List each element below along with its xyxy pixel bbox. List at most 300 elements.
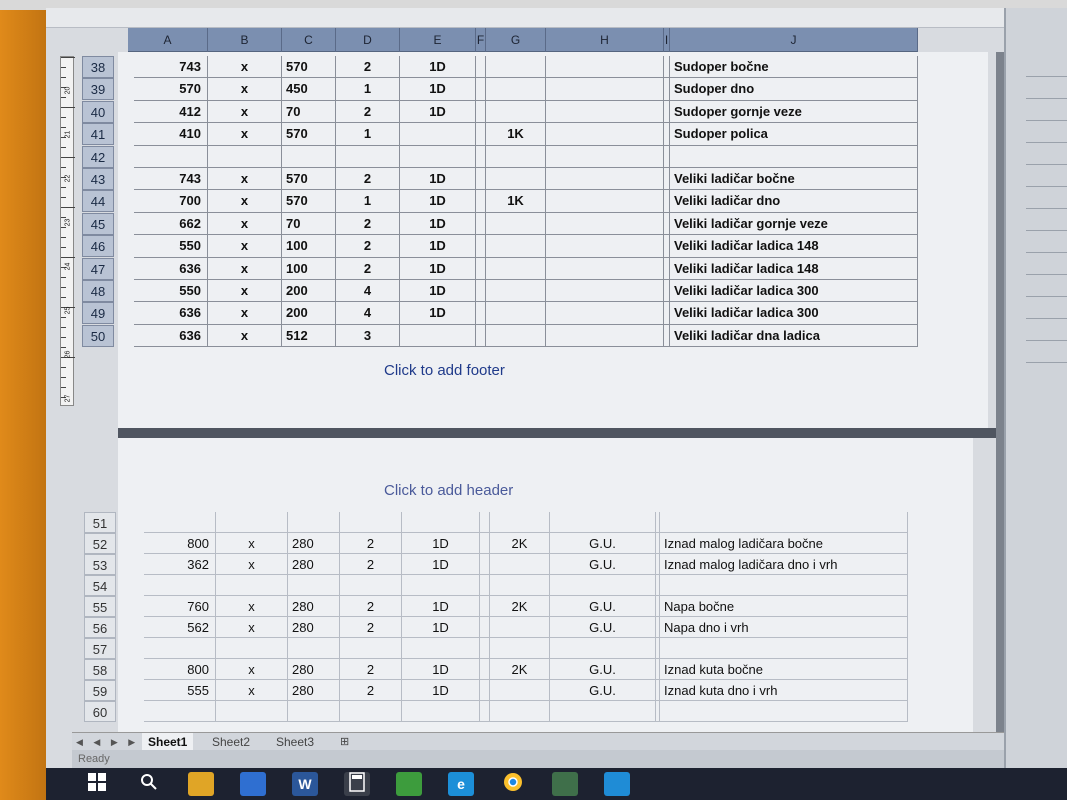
cell-a54[interactable] <box>144 575 216 596</box>
cell-j39[interactable]: Sudoper dno <box>670 78 918 100</box>
excel-window <box>46 8 1067 768</box>
ruler-label: 20 <box>64 86 72 95</box>
cell-f60[interactable] <box>480 701 490 722</box>
cell-g39[interactable] <box>486 78 546 100</box>
ruler-tick <box>61 337 66 338</box>
tab-sheet3[interactable]: Sheet3 <box>276 735 315 749</box>
cell-h48[interactable] <box>546 280 664 302</box>
sheet-nav-arrows-icon[interactable]: ◀ ◀ ▶ ▶ <box>76 737 140 747</box>
cell-g55[interactable]: 2K <box>490 596 550 617</box>
cell-d42[interactable] <box>336 146 400 168</box>
cell-h49[interactable] <box>546 302 664 324</box>
cell-e43[interactable]: 1D <box>400 168 476 190</box>
cell-h45[interactable] <box>546 213 664 235</box>
cell-j46[interactable]: Veliki ladičar ladica 148 <box>670 235 918 257</box>
cell-a39[interactable]: 570 <box>134 78 208 100</box>
cell-b47[interactable]: x <box>208 258 282 280</box>
cell-d55[interactable]: 2 <box>340 596 402 617</box>
row-number-54[interactable]: 54 <box>84 575 116 596</box>
cell-g38[interactable] <box>486 56 546 78</box>
row-number-58[interactable]: 58 <box>84 659 116 680</box>
preview-gridline <box>1026 318 1067 319</box>
cell-j43[interactable]: Veliki ladičar bočne <box>670 168 918 190</box>
cell-c59[interactable]: 280 <box>288 680 340 701</box>
cell-d38[interactable]: 2 <box>336 56 400 78</box>
cell-a40[interactable]: 412 <box>134 101 208 123</box>
row-number-60[interactable]: 60 <box>84 701 116 722</box>
cell-e49[interactable]: 1D <box>400 302 476 324</box>
cell-c45[interactable]: 70 <box>282 213 336 235</box>
cell-a45[interactable]: 662 <box>134 213 208 235</box>
ruler-tick <box>61 277 66 278</box>
cell-b45[interactable]: x <box>208 213 282 235</box>
column-header-d[interactable]: D <box>336 28 400 52</box>
column-header-i[interactable]: I <box>664 28 670 52</box>
cell-b44[interactable]: x <box>208 190 282 212</box>
ruler-tick <box>61 167 66 168</box>
page-divider <box>996 52 1004 752</box>
cell-b42[interactable] <box>208 146 282 168</box>
cell-a50[interactable]: 636 <box>134 325 208 347</box>
cell-b40[interactable]: x <box>208 101 282 123</box>
cell-j44[interactable]: Veliki ladičar dno <box>670 190 918 212</box>
cell-a38[interactable]: 743 <box>134 56 208 78</box>
cell-e48[interactable]: 1D <box>400 280 476 302</box>
cell-h54[interactable] <box>550 575 656 596</box>
row-number-44[interactable]: 44 <box>82 190 114 212</box>
monitor-bezel <box>0 0 46 800</box>
cell-c38[interactable]: 570 <box>282 56 336 78</box>
row-number-41[interactable]: 41 <box>82 123 114 145</box>
cell-b51[interactable] <box>216 512 288 533</box>
cell-d52[interactable]: 2 <box>340 533 402 554</box>
cell-e60[interactable] <box>402 701 480 722</box>
cell-d59[interactable]: 2 <box>340 680 402 701</box>
cell-e42[interactable] <box>400 146 476 168</box>
row-number-52[interactable]: 52 <box>84 533 116 554</box>
preview-gridline <box>1026 98 1067 99</box>
cell-c49[interactable]: 200 <box>282 302 336 324</box>
ruler-tick <box>61 117 66 118</box>
cell-c52[interactable]: 280 <box>288 533 340 554</box>
cell-g54[interactable] <box>490 575 550 596</box>
cell-g43[interactable] <box>486 168 546 190</box>
cell-a46[interactable]: 550 <box>134 235 208 257</box>
preview-gridline <box>1026 76 1067 77</box>
add-footer-hint[interactable]: Click to add footer <box>384 362 505 379</box>
cell-b54[interactable] <box>216 575 288 596</box>
cell-f43[interactable] <box>476 168 486 190</box>
cell-b49[interactable]: x <box>208 302 282 324</box>
cell-b50[interactable]: x <box>208 325 282 347</box>
cell-j51[interactable] <box>660 512 908 533</box>
cell-j52[interactable]: Iznad malog ladičara bočne <box>660 533 908 554</box>
cell-j41[interactable]: Sudoper polica <box>670 123 918 145</box>
cell-b56[interactable]: x <box>216 617 288 638</box>
adjacent-page-preview <box>1004 8 1067 768</box>
cell-d49[interactable]: 4 <box>336 302 400 324</box>
cell-j53[interactable]: Iznad malog ladičara dno i vrh <box>660 554 908 575</box>
column-header-a[interactable]: A <box>128 28 208 52</box>
cell-b39[interactable]: x <box>208 78 282 100</box>
cell-d40[interactable]: 2 <box>336 101 400 123</box>
cell-c44[interactable]: 570 <box>282 190 336 212</box>
ruler-tick <box>61 187 66 188</box>
ruler-tick <box>61 317 66 318</box>
cell-a56[interactable]: 562 <box>144 617 216 638</box>
cell-b41[interactable]: x <box>208 123 282 145</box>
cell-a42[interactable] <box>134 146 208 168</box>
cell-b53[interactable]: x <box>216 554 288 575</box>
cell-c42[interactable] <box>282 146 336 168</box>
cell-f38[interactable] <box>476 56 486 78</box>
cell-g49[interactable] <box>486 302 546 324</box>
cell-a43[interactable]: 743 <box>134 168 208 190</box>
cell-f59[interactable] <box>480 680 490 701</box>
cell-d60[interactable] <box>340 701 402 722</box>
cell-e44[interactable]: 1D <box>400 190 476 212</box>
cell-c43[interactable]: 570 <box>282 168 336 190</box>
cell-j40[interactable]: Sudoper gornje veze <box>670 101 918 123</box>
preview-gridline <box>1026 186 1067 187</box>
cell-e41[interactable] <box>400 123 476 145</box>
column-header-e[interactable]: E <box>400 28 476 52</box>
ruler-tick <box>61 147 66 148</box>
cell-g40[interactable] <box>486 101 546 123</box>
cell-a58[interactable]: 800 <box>144 659 216 680</box>
cell-f40[interactable] <box>476 101 486 123</box>
cell-g52[interactable]: 2K <box>490 533 550 554</box>
preview-gridline <box>1026 252 1067 253</box>
cell-a53[interactable]: 362 <box>144 554 216 575</box>
cell-a59[interactable]: 555 <box>144 680 216 701</box>
cell-j42[interactable] <box>670 146 918 168</box>
cell-c58[interactable]: 280 <box>288 659 340 680</box>
cell-g60[interactable] <box>490 701 550 722</box>
cell-d43[interactable]: 2 <box>336 168 400 190</box>
cell-e54[interactable] <box>402 575 480 596</box>
cell-j59[interactable]: Iznad kuta dno i vrh <box>660 680 908 701</box>
row-number-53[interactable]: 53 <box>84 554 116 575</box>
word-icon[interactable]: W <box>292 772 318 796</box>
cell-j45[interactable]: Veliki ladičar gornje veze <box>670 213 918 235</box>
cell-f44[interactable] <box>476 190 486 212</box>
cell-e40[interactable]: 1D <box>400 101 476 123</box>
cell-j50[interactable]: Veliki ladičar dna ladica <box>670 325 918 347</box>
cell-d44[interactable]: 1 <box>336 190 400 212</box>
cell-f47[interactable] <box>476 258 486 280</box>
cell-e46[interactable]: 1D <box>400 235 476 257</box>
cell-c53[interactable]: 280 <box>288 554 340 575</box>
sheet-tab-bar <box>72 732 1004 750</box>
cell-b48[interactable]: x <box>208 280 282 302</box>
preview-gridline <box>1026 340 1067 341</box>
cell-f46[interactable] <box>476 235 486 257</box>
row-number-45[interactable]: 45 <box>82 213 114 235</box>
column-header-h[interactable]: H <box>546 28 664 52</box>
cell-h60[interactable] <box>550 701 656 722</box>
cell-g50[interactable] <box>486 325 546 347</box>
cell-e57[interactable] <box>402 638 480 659</box>
file-explorer-icon[interactable] <box>188 772 214 796</box>
cell-g48[interactable] <box>486 280 546 302</box>
cell-f48[interactable] <box>476 280 486 302</box>
column-header-b[interactable]: B <box>208 28 282 52</box>
cell-g41[interactable]: 1K <box>486 123 546 145</box>
cell-f55[interactable] <box>480 596 490 617</box>
row-number-40[interactable]: 40 <box>82 101 114 123</box>
cell-d47[interactable]: 2 <box>336 258 400 280</box>
cell-f51[interactable] <box>480 512 490 533</box>
preview-gridline <box>1026 120 1067 121</box>
cell-d48[interactable]: 4 <box>336 280 400 302</box>
cell-g47[interactable] <box>486 258 546 280</box>
status-text: Ready <box>78 753 110 765</box>
cell-h56[interactable]: G.U. <box>550 617 656 638</box>
cell-d57[interactable] <box>340 638 402 659</box>
cell-d41[interactable]: 1 <box>336 123 400 145</box>
ruler-tick <box>61 387 66 388</box>
row-number-59[interactable]: 59 <box>84 680 116 701</box>
cell-a51[interactable] <box>144 512 216 533</box>
cell-e39[interactable]: 1D <box>400 78 476 100</box>
cell-e45[interactable]: 1D <box>400 213 476 235</box>
cell-h46[interactable] <box>546 235 664 257</box>
cell-g57[interactable] <box>490 638 550 659</box>
insert-sheet-icon[interactable]: ⊞ <box>340 736 350 748</box>
cell-e55[interactable]: 1D <box>402 596 480 617</box>
cell-d54[interactable] <box>340 575 402 596</box>
ruler-label: 25 <box>64 306 72 315</box>
cell-f52[interactable] <box>480 533 490 554</box>
cell-f53[interactable] <box>480 554 490 575</box>
cell-g59[interactable] <box>490 680 550 701</box>
cell-f39[interactable] <box>476 78 486 100</box>
row-number-55[interactable]: 55 <box>84 596 116 617</box>
row-number-42[interactable]: 42 <box>82 146 114 168</box>
cell-b59[interactable]: x <box>216 680 288 701</box>
preview-gridline <box>1026 296 1067 297</box>
cell-f58[interactable] <box>480 659 490 680</box>
cell-b46[interactable]: x <box>208 235 282 257</box>
cell-h47[interactable] <box>546 258 664 280</box>
cell-j60[interactable] <box>660 701 908 722</box>
row-number-51[interactable]: 51 <box>84 512 116 533</box>
cell-e47[interactable]: 1D <box>400 258 476 280</box>
cell-f49[interactable] <box>476 302 486 324</box>
cell-b60[interactable] <box>216 701 288 722</box>
row-number-39[interactable]: 39 <box>82 78 114 100</box>
cell-e50[interactable] <box>400 325 476 347</box>
cell-e38[interactable]: 1D <box>400 56 476 78</box>
cell-j58[interactable]: Iznad kuta bočne <box>660 659 908 680</box>
cell-h40[interactable] <box>546 101 664 123</box>
cell-d50[interactable]: 3 <box>336 325 400 347</box>
ruler-tick <box>61 67 66 68</box>
cell-j54[interactable] <box>660 575 908 596</box>
cell-h41[interactable] <box>546 123 664 145</box>
cell-g56[interactable] <box>490 617 550 638</box>
cell-c41[interactable]: 570 <box>282 123 336 145</box>
preview-gridline <box>1026 164 1067 165</box>
cell-g42[interactable] <box>486 146 546 168</box>
internet-explorer-icon[interactable]: e <box>448 772 474 796</box>
cell-j56[interactable]: Napa dno i vrh <box>660 617 908 638</box>
cell-e56[interactable]: 1D <box>402 617 480 638</box>
column-header-g[interactable]: G <box>486 28 546 52</box>
cell-g46[interactable] <box>486 235 546 257</box>
cell-g51[interactable] <box>490 512 550 533</box>
cell-j57[interactable] <box>660 638 908 659</box>
tab-sheet2[interactable]: Sheet2 <box>212 735 251 749</box>
cell-a41[interactable]: 410 <box>134 123 208 145</box>
preview-gridline <box>1026 274 1067 275</box>
cell-c57[interactable] <box>288 638 340 659</box>
excel-icon[interactable] <box>552 772 578 796</box>
cell-a44[interactable]: 700 <box>134 190 208 212</box>
row-number-49[interactable]: 49 <box>82 302 114 324</box>
row-number-47[interactable]: 47 <box>82 258 114 280</box>
cell-b57[interactable] <box>216 638 288 659</box>
pinned-app-icon[interactable] <box>240 772 266 796</box>
cell-h43[interactable] <box>546 168 664 190</box>
cell-c40[interactable]: 70 <box>282 101 336 123</box>
cell-f56[interactable] <box>480 617 490 638</box>
cell-c54[interactable] <box>288 575 340 596</box>
cell-c47[interactable]: 100 <box>282 258 336 280</box>
cell-h52[interactable]: G.U. <box>550 533 656 554</box>
cell-b38[interactable]: x <box>208 56 282 78</box>
column-header-j[interactable]: J <box>670 28 918 52</box>
row-number-43[interactable]: 43 <box>82 168 114 190</box>
cell-f54[interactable] <box>480 575 490 596</box>
ruler-tick <box>61 377 66 378</box>
torrent-icon[interactable] <box>396 772 422 796</box>
cell-f45[interactable] <box>476 213 486 235</box>
row-number-46[interactable]: 46 <box>82 235 114 257</box>
search-icon[interactable] <box>136 772 162 796</box>
cell-d39[interactable]: 1 <box>336 78 400 100</box>
cell-j55[interactable]: Napa bočne <box>660 596 908 617</box>
windows-start-icon[interactable] <box>84 772 110 796</box>
windows-taskbar <box>46 768 1067 800</box>
cell-b43[interactable]: x <box>208 168 282 190</box>
cell-j47[interactable]: Veliki ladičar ladica 148 <box>670 258 918 280</box>
cell-e53[interactable]: 1D <box>402 554 480 575</box>
cell-e52[interactable]: 1D <box>402 533 480 554</box>
ruler-tick <box>61 207 75 208</box>
cell-g44[interactable]: 1K <box>486 190 546 212</box>
cell-c39[interactable]: 450 <box>282 78 336 100</box>
edge-icon[interactable] <box>604 772 630 796</box>
ruler-label: 27 <box>64 394 72 403</box>
column-header-c[interactable]: C <box>282 28 336 52</box>
chrome-icon[interactable] <box>500 772 526 796</box>
cell-j49[interactable]: Veliki ladičar ladica 300 <box>670 302 918 324</box>
cell-b52[interactable]: x <box>216 533 288 554</box>
cell-d45[interactable]: 2 <box>336 213 400 235</box>
cell-c60[interactable] <box>288 701 340 722</box>
cell-h59[interactable]: G.U. <box>550 680 656 701</box>
cell-j38[interactable]: Sudoper bočne <box>670 56 918 78</box>
cell-a60[interactable] <box>144 701 216 722</box>
row-number-57[interactable]: 57 <box>84 638 116 659</box>
row-number-50[interactable]: 50 <box>82 325 114 347</box>
ruler-tick <box>61 97 66 98</box>
cell-g45[interactable] <box>486 213 546 235</box>
cell-d56[interactable]: 2 <box>340 617 402 638</box>
cell-d58[interactable]: 2 <box>340 659 402 680</box>
ruler-tick <box>61 57 75 58</box>
cell-a55[interactable]: 760 <box>144 596 216 617</box>
ruler-label: 23 <box>64 218 72 227</box>
cell-h51[interactable] <box>550 512 656 533</box>
status-bar <box>72 750 1004 768</box>
row-number-56[interactable]: 56 <box>84 617 116 638</box>
cell-a48[interactable]: 550 <box>134 280 208 302</box>
cell-h57[interactable] <box>550 638 656 659</box>
cell-f57[interactable] <box>480 638 490 659</box>
cell-h44[interactable] <box>546 190 664 212</box>
cell-g53[interactable] <box>490 554 550 575</box>
cell-a47[interactable]: 636 <box>134 258 208 280</box>
cell-c55[interactable]: 280 <box>288 596 340 617</box>
cell-d46[interactable]: 2 <box>336 235 400 257</box>
tab-sheet1[interactable]: Sheet1 <box>142 733 193 751</box>
cell-h58[interactable]: G.U. <box>550 659 656 680</box>
cell-c50[interactable]: 512 <box>282 325 336 347</box>
ruler-label: 22 <box>64 174 72 183</box>
ruler-tick <box>61 197 66 198</box>
cell-a49[interactable]: 636 <box>134 302 208 324</box>
cell-d51[interactable] <box>340 512 402 533</box>
column-header-f[interactable]: F <box>476 28 486 52</box>
cell-e58[interactable]: 1D <box>402 659 480 680</box>
cell-c48[interactable]: 200 <box>282 280 336 302</box>
ruler-tick <box>61 327 66 328</box>
cell-a57[interactable] <box>144 638 216 659</box>
cell-h38[interactable] <box>546 56 664 78</box>
cell-b55[interactable]: x <box>216 596 288 617</box>
row-number-38[interactable]: 38 <box>82 56 114 78</box>
cell-c56[interactable]: 280 <box>288 617 340 638</box>
cell-h55[interactable]: G.U. <box>550 596 656 617</box>
cell-c46[interactable]: 100 <box>282 235 336 257</box>
cell-j48[interactable]: Veliki ladičar ladica 300 <box>670 280 918 302</box>
cell-b58[interactable]: x <box>216 659 288 680</box>
row-number-48[interactable]: 48 <box>82 280 114 302</box>
cell-a52[interactable]: 800 <box>144 533 216 554</box>
cell-e51[interactable] <box>402 512 480 533</box>
cell-f42[interactable] <box>476 146 486 168</box>
ruler-tick <box>61 237 66 238</box>
ruler-tick <box>61 257 75 258</box>
calculator-icon[interactable] <box>344 772 370 796</box>
add-header-hint[interactable]: Click to add header <box>384 482 514 499</box>
cell-h50[interactable] <box>546 325 664 347</box>
cell-f41[interactable] <box>476 123 486 145</box>
cell-h42[interactable] <box>546 146 664 168</box>
cell-c51[interactable] <box>288 512 340 533</box>
preview-gridline <box>1026 230 1067 231</box>
cell-e59[interactable]: 1D <box>402 680 480 701</box>
cell-h39[interactable] <box>546 78 664 100</box>
cell-d53[interactable]: 2 <box>340 554 402 575</box>
cell-f50[interactable] <box>476 325 486 347</box>
cell-g58[interactable]: 2K <box>490 659 550 680</box>
cell-h53[interactable]: G.U. <box>550 554 656 575</box>
ribbon-edge <box>46 8 1067 28</box>
